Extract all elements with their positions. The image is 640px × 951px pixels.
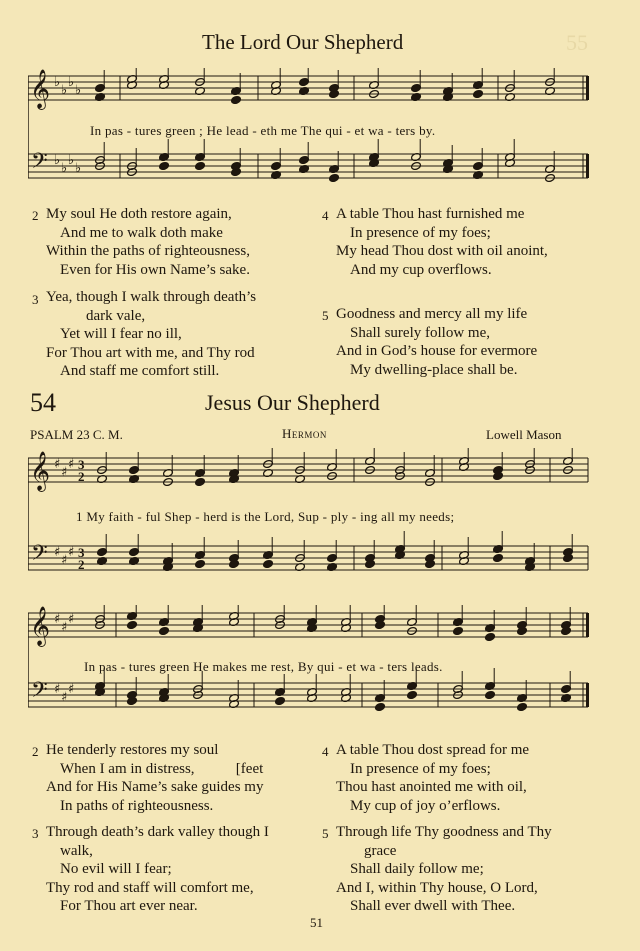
treble-clef-icon: 𝄞	[30, 606, 51, 646]
sharp-icon: ♯	[61, 465, 68, 480]
final-barline-thick	[586, 154, 589, 178]
hymn2-verse2: He tenderly restores my soul When I am in distress, [feet And for His Name’s sake guides my In paths of righteousness.	[46, 742, 264, 814]
notehead	[263, 559, 274, 568]
notehead	[195, 161, 206, 170]
flat-icon: ♭	[68, 75, 75, 90]
hymn2-lyrics-line2: In pas - tures green He makes me rest, By qui - et wa - ters leads.	[84, 659, 443, 674]
time-signature-top: 3	[78, 545, 85, 560]
notehead	[493, 553, 504, 562]
sharp-icon: ♯	[54, 612, 61, 627]
hymn2-number: 54	[30, 388, 56, 417]
flat-icon: ♭	[68, 153, 75, 168]
hymn2-verse5-number: 5	[322, 826, 329, 841]
hymn2-verse5: Through life Thy goodness and Thy grace Shall daily follow me; And I, within Thy house, O Lord, Shall ever dwell with Thee.	[336, 824, 552, 914]
hymn1-verse4: A table Thou hast furnished me In presence of my foes; My head Thou dost with oil anoint, And my cup overflows.	[336, 206, 548, 278]
hymn1-verse2-number: 2	[32, 208, 39, 223]
hymn2-psalm-meter: PSALM 23 C. M.	[30, 427, 123, 442]
notehead	[485, 690, 496, 699]
hymn1-verse3-number: 3	[32, 292, 39, 307]
hymn1-verse3: Yea, though I walk through death’s dark vale, Yet will I fear no ill, For Thou art with me, and Thy rod And staff me comfort still.	[46, 289, 257, 379]
bass-clef-icon: 𝄢	[31, 149, 48, 179]
hymn2-verse4-number: 4	[322, 744, 329, 759]
bleed-through-number: 55	[566, 30, 588, 55]
hymn1-verse2: My soul He doth restore again, And me to walk doth make Within the paths of righteousness, Even for His own Name’s sake.	[46, 206, 250, 278]
notehead	[517, 702, 528, 711]
bass-clef-icon: 𝄢	[31, 678, 48, 708]
hymn2-verse4: A table Thou dost spread for me In presence of my foes; Thou hast anointed me with oil, My cup of joy o’erflows.	[336, 742, 530, 814]
flat-icon: ♭	[61, 161, 68, 176]
notehead	[195, 559, 206, 568]
hymn2-verse3-number: 3	[32, 826, 39, 841]
sharp-icon: ♯	[68, 612, 75, 627]
final-barline-thick	[586, 76, 589, 100]
flat-icon: ♭	[54, 153, 61, 168]
sharp-icon: ♯	[61, 690, 68, 705]
time-signature-bottom: 2	[78, 557, 85, 572]
hymn1-verse5-number: 5	[322, 308, 329, 323]
hymn2-verse3: Through death’s dark valley though I walk, No evil will I fear; Thy rod and staff will comfort me, For Thou art ever near.	[46, 824, 269, 914]
hymn2-verse2-number: 2	[32, 744, 39, 759]
flat-icon: ♭	[61, 83, 68, 98]
hymn1-verse4-number: 4	[322, 208, 329, 223]
final-barline-thick	[586, 683, 589, 707]
sharp-icon: ♯	[54, 545, 61, 560]
notehead	[159, 161, 170, 170]
sharp-icon: ♯	[61, 620, 68, 635]
treble-clef-icon: 𝄞	[30, 69, 51, 109]
sharp-icon: ♯	[54, 682, 61, 697]
hymn2-tune-name: Hermon	[282, 426, 327, 441]
notehead	[453, 626, 464, 635]
hymn1-title: The Lord Our Shepherd	[202, 30, 404, 54]
treble-clef-icon: 𝄞	[30, 451, 51, 491]
hymn2-composer: Lowell Mason	[486, 427, 562, 442]
hymn2-lyrics-line1: 1 My faith - ful Shep - herd is the Lord, Sup - ply - ing all my needs;	[76, 509, 455, 524]
sharp-icon: ♯	[61, 553, 68, 568]
notehead	[195, 477, 206, 486]
notehead	[329, 173, 340, 182]
notehead	[127, 620, 138, 629]
page-number: 51	[310, 915, 323, 930]
notehead	[473, 89, 484, 98]
notehead	[159, 626, 170, 635]
bass-clef-icon: 𝄢	[31, 541, 48, 571]
sharp-icon: ♯	[68, 682, 75, 697]
notehead	[231, 95, 242, 104]
time-signature-bottom: 2	[78, 469, 85, 484]
hymn1-verse5: Goodness and mercy all my life Shall surely follow me, And in God’s house for evermore My dwelling-place shall be.	[336, 306, 538, 378]
sharp-icon: ♯	[68, 545, 75, 560]
notehead	[407, 690, 418, 699]
hymn2-title: Jesus Our Shepherd	[205, 390, 380, 415]
sharp-icon: ♯	[54, 457, 61, 472]
notehead	[485, 632, 496, 641]
hymn1-lyrics: In pas - tures green ; He lead - eth me The qui - et wa - ters by.	[90, 123, 436, 138]
final-barline-thick	[586, 613, 589, 637]
time-signature-top: 3	[78, 457, 85, 472]
sharp-icon: ♯	[68, 457, 75, 472]
flat-icon: ♭	[75, 161, 82, 176]
flat-icon: ♭	[54, 75, 61, 90]
notehead	[375, 702, 386, 711]
notehead	[275, 696, 286, 705]
flat-icon: ♭	[75, 83, 82, 98]
